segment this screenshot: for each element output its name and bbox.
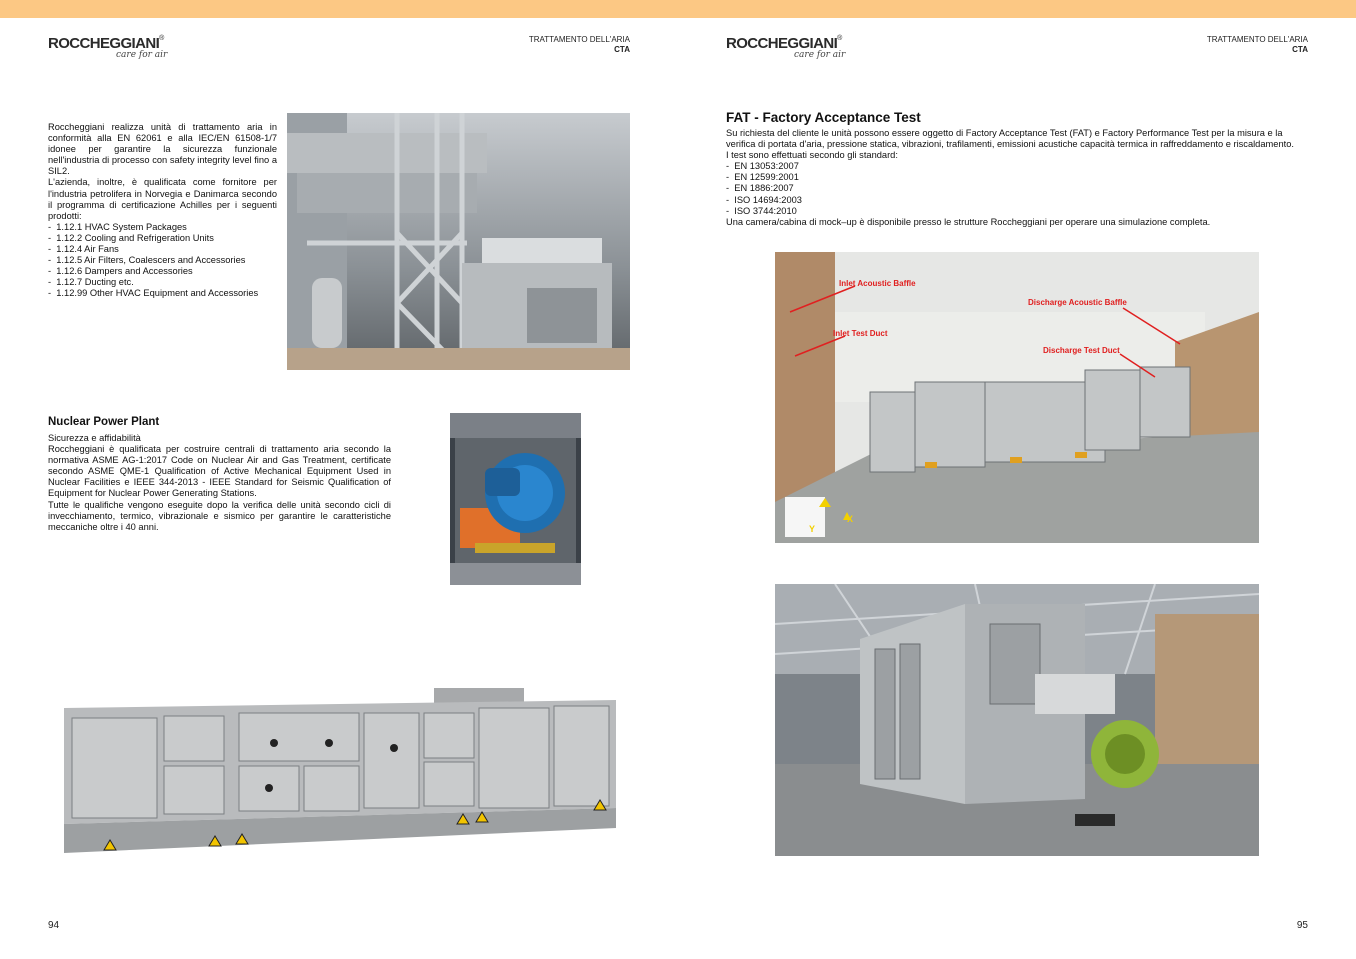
header-line-2: CTA: [1292, 45, 1308, 54]
nuclear-paragraph-2: Tutte le qualifiche vengono eseguite dopo la verifica delle unità secondo cicli di invecchiamento, termico, vibrazionale e sismico per garantire le caratteristiche meccaniche oltre i 40 anni.: [48, 499, 391, 532]
fat-paragraph-2: I test sono effettuati secondo gli standard:: [726, 150, 898, 161]
fat-paragraph-1: Su richiesta del cliente le unità possono essere oggetto di Factory Acceptance Test (FAT) e Factory Performance Test per la misura e la verifica di portata d'aria, pressione statica, vibrazioni, trafilamenti, emissioni acustiche capacità termica in raffreddamento e riscaldamento.: [726, 128, 1294, 150]
warehouse-ahu-photo: [775, 584, 1259, 856]
list-item: - ISO 3744:2010: [726, 206, 1310, 217]
axis-y-label: Y: [809, 524, 816, 534]
fat-section-title: FAT - Factory Acceptance Test: [726, 110, 921, 125]
page-number: 95: [1296, 920, 1308, 931]
list-item: - 1.12.5 Air Filters, Coalescers and Accessories: [48, 255, 277, 266]
intro-paragraph-1: Roccheggiani realizza unità di trattamento aria in conformità alla EN 62061 e alla IEC/EN 61508-1/7 idonee per garantire la sicurezza funzionale nell'industria di processo con safety integrity level fino a SIL2.: [48, 122, 277, 177]
standards-list: [726, 161, 1310, 216]
nuclear-section-title: Nuclear Power Plant: [48, 416, 160, 428]
page-number: 94: [48, 920, 60, 931]
list-item: - 1.12.7 Ducting etc.: [48, 277, 277, 288]
brand-logo: [726, 35, 846, 60]
brand-tagline: care for air: [116, 50, 168, 60]
brand-name: ROCCHEGGIANI: [48, 35, 160, 52]
right-page: [678, 18, 1356, 959]
top-color-bar: [0, 0, 1356, 18]
header-line-1: TRATTAMENTO DELL'ARIA: [528, 35, 630, 44]
list-item: - 1.12.99 Other HVAC Equipment and Accessories: [48, 288, 277, 299]
list-item: - 1.12.6 Dampers and Accessories: [48, 266, 277, 277]
discharge-acoustic-baffle-label: Discharge Acoustic Baffle: [1028, 298, 1127, 307]
axis-x-label: X: [847, 514, 854, 524]
list-item: - 1.12.2 Cooling and Refrigeration Units: [48, 233, 277, 244]
discharge-test-duct-label: Discharge Test Duct: [1043, 346, 1120, 355]
list-item: - 1.12.4 Air Fans: [48, 244, 277, 255]
list-item: - EN 13053:2007: [726, 161, 1310, 172]
outdoor-ahu-photo: [287, 113, 630, 370]
brand-logo: [48, 35, 168, 60]
inlet-test-duct-label: Inlet Test Duct: [833, 329, 888, 338]
brand-tagline: care for air: [794, 50, 846, 60]
nuclear-text: [48, 433, 391, 533]
fat-paragraph-3: Una camera/cabina di mock–up è disponibile presso le strutture Roccheggiani per operare una simulazione completa.: [726, 216, 1211, 227]
brand-name: ROCCHEGGIANI: [726, 35, 838, 52]
seismic-fan-test-photo: [450, 413, 581, 585]
brand-registered-mark: ®: [159, 35, 165, 42]
left-page: [0, 18, 678, 959]
intro-text: [48, 122, 277, 300]
nuclear-paragraph-1: Roccheggiani è qualificata per costruire centrali di trattamento aria secondo la normativa ASME AG-1:2017 Code on Nuclear Air and Gas Treatment, certificate secondo ASME QME-1 Qualification of Active Mechanical Equipment Used in Nuclear Facilities e IEEE 344-2013 - IEEE Standard for Seismic Qualification of Equipment for Nuclear Power Generating Stations.: [48, 444, 391, 499]
header-line-2: CTA: [614, 45, 630, 54]
list-item: - EN 1886:2007: [726, 183, 1310, 194]
achilles-product-list: [48, 222, 277, 300]
header-line-1: TRATTAMENTO DELL'ARIA: [1206, 35, 1308, 44]
nuclear-subtitle: Sicurezza e affidabilità: [48, 433, 141, 443]
list-item: - 1.12.1 HVAC System Packages: [48, 222, 277, 233]
section-header: [529, 35, 630, 55]
fat-text: [726, 128, 1310, 228]
section-header: [1207, 35, 1308, 55]
list-item: - ISO 14694:2003: [726, 195, 1310, 206]
acoustic-test-photo: [775, 252, 1259, 543]
list-item: - EN 12599:2001: [726, 172, 1310, 183]
inlet-acoustic-baffle-label: Inlet Acoustic Baffle: [839, 279, 916, 288]
brand-registered-mark: ®: [837, 35, 843, 42]
large-ahu-photo: [64, 688, 616, 860]
intro-paragraph-2: L'azienda, inoltre, è qualificata come fornitore per l'industria petrolifera in Norvegia e Danimarca secondo il programma di certificazione Achilles per i seguenti prodotti:: [48, 177, 277, 221]
